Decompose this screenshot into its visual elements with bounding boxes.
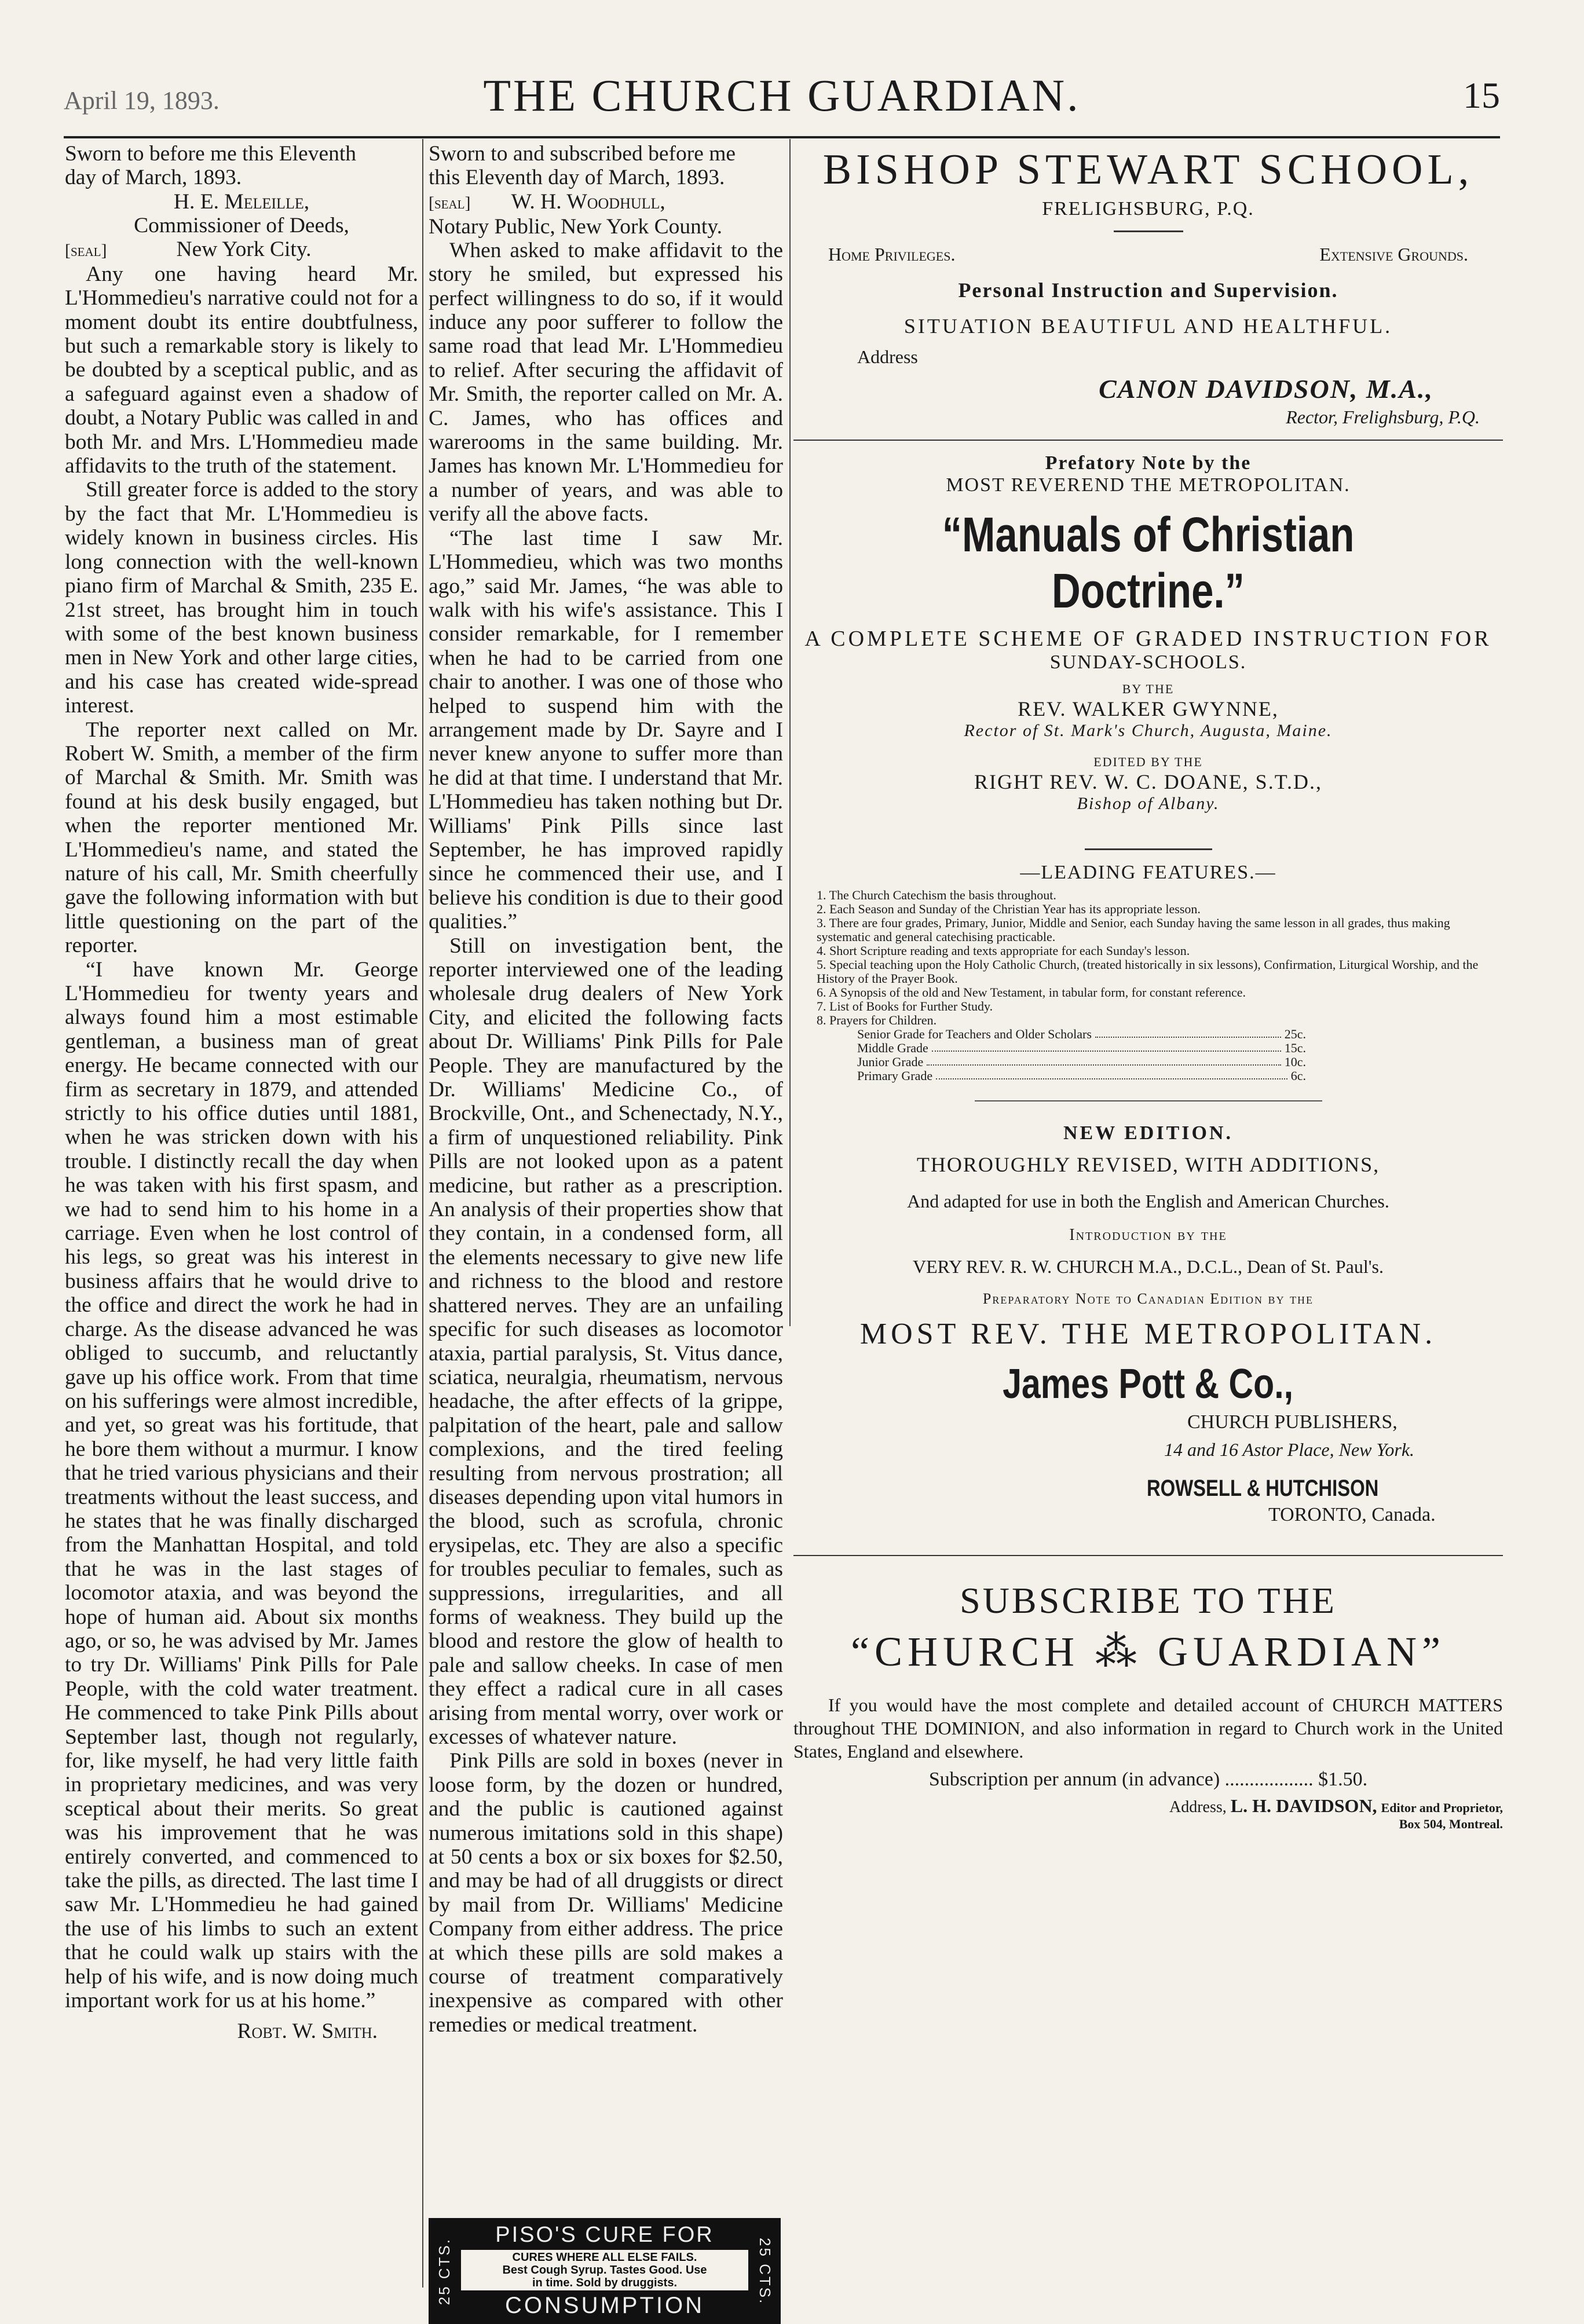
school-features <box>828 244 1468 265</box>
newspaper-title: THE CHURCH GUARDIAN. <box>483 70 1081 120</box>
oath-line: Sworn to and subscribed before me <box>429 142 736 166</box>
address-label: Address, <box>1169 1798 1227 1816</box>
commissioner-signature <box>65 190 418 262</box>
subscribe-body: If you would have the most complete and detailed account of CHURCH MATTERS throughout THE DOMINION, and also information in regard to Church work in the United States, England and elsewhere. <box>793 1694 1503 1762</box>
page-header <box>64 69 1500 127</box>
signer-name: H. E. Meleille, <box>173 189 310 214</box>
agent-name: ROWSELL & HUTCHISON <box>1147 1476 1379 1501</box>
editor-address <box>793 1795 1503 1817</box>
school-instruction: Personal Instruction and Supervision. <box>958 279 1338 302</box>
feature-item: 6. A Synopsis of the old and New Testament, in tabular form, for constant reference. <box>817 986 1246 1000</box>
divider <box>1114 230 1183 232</box>
adapted-line: And adapted for use in both the English and American Churches. <box>907 1191 1389 1212</box>
divider <box>793 440 1503 441</box>
feature-item: 8. Prayers for Children. <box>817 1013 937 1027</box>
subscribe-heading: SUBSCRIBE TO THE <box>960 1580 1337 1621</box>
signer-name: W. H. Woodhull, <box>511 189 665 214</box>
feature-item: 7. List of Books for Further Study. <box>817 1000 993 1013</box>
header-rule <box>64 136 1500 138</box>
school-situation: SITUATION BEAUTIFUL AND HEALTHFUL. <box>903 314 1393 338</box>
article-signature: Robt. W. Smith. <box>237 2019 378 2044</box>
price-row <box>817 1041 1480 1055</box>
preparatory-line: Preparatory Note to Canadian Edition by the <box>982 1290 1314 1307</box>
article-paragraph: Still on investigation bent, the reporter interviewed one of the leading wholesale drug dealers of New York City, and elicited the following facts about Dr. Williams' Pink Pills for Pale People. They are manufactured by the Dr. Williams' Medicine Co., of Brockville, Ont., and Schenectady, N.Y., a firm of unquestioned reliability. Pink Pills are not looked upon as a patent medicine, but rather as a prescription. An analysis of their properties show that they contain, in a condensed form, all the elements necessary to give new life and richness to the blood and restore shattered nerves. They are an unfailing specific for such diseases as locomotor ataxia, partial paralysis, St. Vitus dance, sciatica, neuralgia, rheumatism, nervous headache, the after effects of la grippe, palpitation of the heart, pale and sallow complexions, and the tired feeling resulting from nervous prostration; all diseases depending upon vital humors in the blood, such as scrofula, chronic erysipelas, etc. They are also a specific for troubles peculiar to females, such as suppressions, irregularities, and all forms of weakness. They build up the blood and restore the glow of health to pale and sallow cheeks. In case of men they effect a radical cure in all cases arising from mental worry, over work or excesses of whatever nature. <box>429 934 783 1749</box>
signer-role: Notary Public, New York County. <box>429 214 722 239</box>
divider <box>793 1555 1503 1556</box>
metropolitan-heading: MOST REV. THE METROPOLITAN. <box>859 1317 1437 1351</box>
dean-line: VERY REV. R. W. CHURCH M.A., D.C.L., Dean of St. Paul's. <box>913 1256 1384 1277</box>
page-number: 15 <box>1463 75 1500 116</box>
school-advertisement <box>793 145 1503 428</box>
edited-label: EDITED BY THE <box>1093 755 1203 769</box>
column-divider-2 <box>789 139 791 1326</box>
price-value: 15c. <box>1284 1041 1306 1055</box>
price-label: Senior Grade for Teachers and Older Scholars <box>857 1027 1092 1041</box>
article-paragraph: Still greater force is added to the story by the fact that Mr. L'Hommedieu is widely known in business circles. His long connection with the well-known piano firm of Marchal & Smith, 235 E. 21st street, has brought him in touch with some of the best known business men in New York and other large cities, and his case has created wide-spread interest. <box>65 478 418 718</box>
advertisements-column <box>793 142 1503 1832</box>
piso-footer: CONSUMPTION <box>505 2293 704 2318</box>
article-column-2 <box>429 142 783 2037</box>
features-list <box>817 888 1480 1083</box>
school-contact: CANON DAVIDSON, M.A., <box>1099 374 1433 404</box>
oath-line: Sworn to before me this Eleventh <box>65 142 357 166</box>
feature-item: 5. Special teaching upon the Holy Catholic Church, (treated historically in six lessons), Confirmation, Liturgical Worship, and the History of the Prayer Book. <box>817 958 1479 986</box>
article-paragraph: Pink Pills are sold in boxes (never in loose form, by the dozen or hundred, and the public is cautioned against numerous imitations sold in this shape) at 50 cents a box or six boxes for $2.50, and may be had of all druggists or direct by mail from Dr. Williams' Medicine Company from either address. The price at which these pills are sold makes a course of treatment comparatively inexpensive as compared with other remedies or medical treatment. <box>429 1749 783 2037</box>
revised-line: THOROUGHLY REVISED, WITH ADDITIONS, <box>916 1153 1380 1176</box>
article-paragraph: When asked to make affidavit to the story he smiled, but expressed his perfect willingness to do so, if it would induce any poor sufferer to follow the same road that lead Mr. L'Hommedieu to relief. After securing the affidavit of Mr. Smith, the reporter called on Mr. A. C. James, who has offices and warerooms in the same building. Mr. James has known Mr. L'Hommedieu for a number of years, and was able to verify all the above facts. <box>429 238 783 526</box>
address-label: Address <box>857 346 918 367</box>
editor-box: Box 504, Montreal. <box>1399 1817 1503 1831</box>
price-label: Middle Grade <box>857 1041 928 1055</box>
school-location: FRELIGHSBURG, P.Q. <box>1042 198 1254 219</box>
publisher-address: 14 and 16 Astor Place, New York. <box>1164 1439 1415 1460</box>
seal-mark: [seal] <box>429 193 471 213</box>
manuals-title: “Manuals of Christian Doctrine.” <box>942 507 1355 618</box>
price-row <box>817 1055 1480 1069</box>
manuals-author-role: Rector of St. Mark's Church, Augusta, Maine. <box>964 721 1333 740</box>
piso-body-line: Best Cough Syrup. Tastes Good. Use <box>502 2264 707 2277</box>
manuals-editor: RIGHT REV. W. C. DOANE, S.T.D., <box>974 770 1323 793</box>
publisher-name: James Pott & Co., <box>1003 1361 1294 1407</box>
subscription-line: Subscription per annum (in advance) .................. $1.50. <box>928 1769 1368 1790</box>
oath-line: this Eleventh day of March, 1893. <box>429 166 725 190</box>
column-divider-1 <box>422 139 423 2288</box>
school-title: BISHOP STEWART SCHOOL, <box>822 146 1474 193</box>
school-contact-role: Rector, Frelighsburg, P.Q. <box>1286 407 1480 427</box>
manuals-title-wrap <box>793 507 1503 619</box>
by-label: BY THE <box>1122 682 1175 696</box>
feature-item: 4. Short Scripture reading and texts appropriate for each Sunday's lesson. <box>817 944 1190 958</box>
prefatory-note: Prefatory Note by the <box>1045 452 1252 474</box>
publisher-type: CHURCH PUBLISHERS, <box>1187 1411 1398 1433</box>
features-title: —LEADING FEATURES.— <box>1020 862 1276 883</box>
subscribe-title: “CHURCH ⁂ GUARDIAN” <box>851 1628 1446 1675</box>
divider <box>1085 848 1212 850</box>
manuals-subtitle: A COMPLETE SCHEME OF GRADED INSTRUCTION FOR <box>804 627 1492 651</box>
signer-role: Commissioner of Deeds, <box>134 213 349 237</box>
piso-body-line: CURES WHERE ALL ELSE FAILS. <box>512 2251 697 2264</box>
subscribe-advertisement <box>793 1579 1503 1832</box>
manuals-author: REV. WALKER GWYNNE, <box>1018 697 1279 720</box>
notary-signature <box>429 190 783 239</box>
piso-body-line: in time. Sold by druggists. <box>532 2277 678 2289</box>
price-value: 10c. <box>1284 1055 1306 1069</box>
oath-line: day of March, 1893. <box>65 166 242 190</box>
seal-mark: [seal] <box>65 240 107 260</box>
article-paragraph: The reporter next called on Mr. Robert W. Smith, a member of the firm of Marchal & Smith. Mr. Smith was found at his desk busily engaged, but when the reporter mentioned Mr. L'Hommedieu's name, and stated the nature of his call, Mr. Smith cheerfully gave the following information with but little questioning on the part of the reporter. <box>65 718 418 958</box>
manuals-subtitle: SUNDAY-SCHOOLS. <box>1049 652 1247 673</box>
piso-body <box>461 2250 748 2290</box>
manuals-editor-role: Bishop of Albany. <box>1077 794 1220 813</box>
editor-role: Editor and Proprietor, <box>1381 1800 1503 1815</box>
manuals-advertisement <box>793 452 1503 1526</box>
agent-wrap <box>1147 1476 1503 1502</box>
publisher-wrap <box>793 1360 1503 1408</box>
price-row <box>817 1027 1480 1041</box>
introduction-line: Introduction by the <box>1069 1226 1227 1244</box>
piso-cure-advertisement <box>429 2218 781 2324</box>
feature-item: 2. Each Season and Sunday of the Christian Year has its appropriate lesson. <box>817 902 1201 916</box>
price-value: 6c. <box>1290 1069 1306 1083</box>
metropolitan-line: MOST REVEREND THE METROPOLITAN. <box>946 474 1351 496</box>
piso-headline: PISO'S CURE FOR <box>495 2223 714 2247</box>
article-paragraph: Any one having heard Mr. L'Hommedieu's narrative could not for a moment doubt its entire doubtfulness, but such a remarkable story is likely to be doubted by a sceptical public, and as a safeguard against even a shadow of doubt, a Notary Public was called in and both Mr. and Mrs. L'Hommedieu made affidavits to the truth of the statement. <box>65 262 418 478</box>
signer-city: New York City. <box>176 237 312 261</box>
feature-item: 1. The Church Catechism the basis throughout. <box>817 888 1056 902</box>
agent-city: TORONTO, Canada. <box>1268 1504 1436 1525</box>
price-label: 25 CTS. <box>436 2238 453 2305</box>
new-edition: NEW EDITION. <box>1063 1122 1233 1144</box>
feature-left: Home Privileges. <box>828 244 956 265</box>
feature-item: 3. There are four grades, Primary, Junior, Middle and Senior, each Sunday having the same lesson in all grades, thus making systematic and general catechising practicable. <box>817 916 1450 944</box>
price-label: Primary Grade <box>857 1069 933 1083</box>
article-paragraph: “The last time I saw Mr. L'Hommedieu, which was two months ago,” said Mr. James, “he was able to walk with his wife's assistance. This I consider remarkable, for I remember when he had to be carried from one chair to another. I was one of those who helped to suspend him with the arrangement made by Dr. Sayre and I never knew anyone to suffer more than he did at that time. I understand that Mr. L'Hommedieu has taken nothing but Dr. Williams' Pink Pills since last September, he has improved rapidly since he commenced their use, and I believe his condition is due to their good qualities.” <box>429 526 783 934</box>
feature-right: Extensive Grounds. <box>1319 244 1468 265</box>
divider <box>975 1100 1322 1101</box>
price-label: Junior Grade <box>857 1055 924 1069</box>
price-label: 25 CTS. <box>756 2238 774 2305</box>
price-value: 25c. <box>1284 1027 1306 1041</box>
issue-date: April 19, 1893. <box>64 86 220 115</box>
article-column-1 <box>65 142 418 2044</box>
article-paragraph: “I have known Mr. George L'Hommedieu for twenty years and always found him a most estimable gentleman, a business man of great energy. He became connected with our firm as secretary in 1879, and attended strictly to his office duties until 1881, when he was stricken down with his trouble. I distinctly recall the day when he was taken with his first spasm, and we had to send him to his home in a carriage. Even when he lost control of his legs, so great was his interest in business affairs that he would drive to the office and direct the work he had in charge. As the disease advanced he was obliged to succumb, and reluctantly gave up his office work. From that time on his sufferings were almost incredible, and yet, so great was his fortitude, that he bore them without a murmur. I know that he tried various physicians and their treatments without the least success, and he states that he was finally discharged from the Manhattan Hospital, and told that he was in the last stages of locomotor ataxia, and was beyond the hope of human aid. About six months ago, or so, he was advised by Mr. James to try Dr. Williams' Pink Pills for Pale People, with the cold water treatment. He commenced to take Pink Pills about September last, though not regularly, for, like myself, he had very little faith in proprietary medicines, and was very sceptical about their merits. So great was his improvement that he was entirely converted, and commenced to take the pills, as directed. The last time I saw Mr. L'Hommedieu he had gained the use of his limbs to such an extent that he could walk up stairs with the help of his wife, and is now doing much important work for us at his home.” <box>65 957 418 2013</box>
price-row <box>817 1069 1480 1083</box>
editor-name: L. H. DAVIDSON, <box>1230 1795 1377 1816</box>
